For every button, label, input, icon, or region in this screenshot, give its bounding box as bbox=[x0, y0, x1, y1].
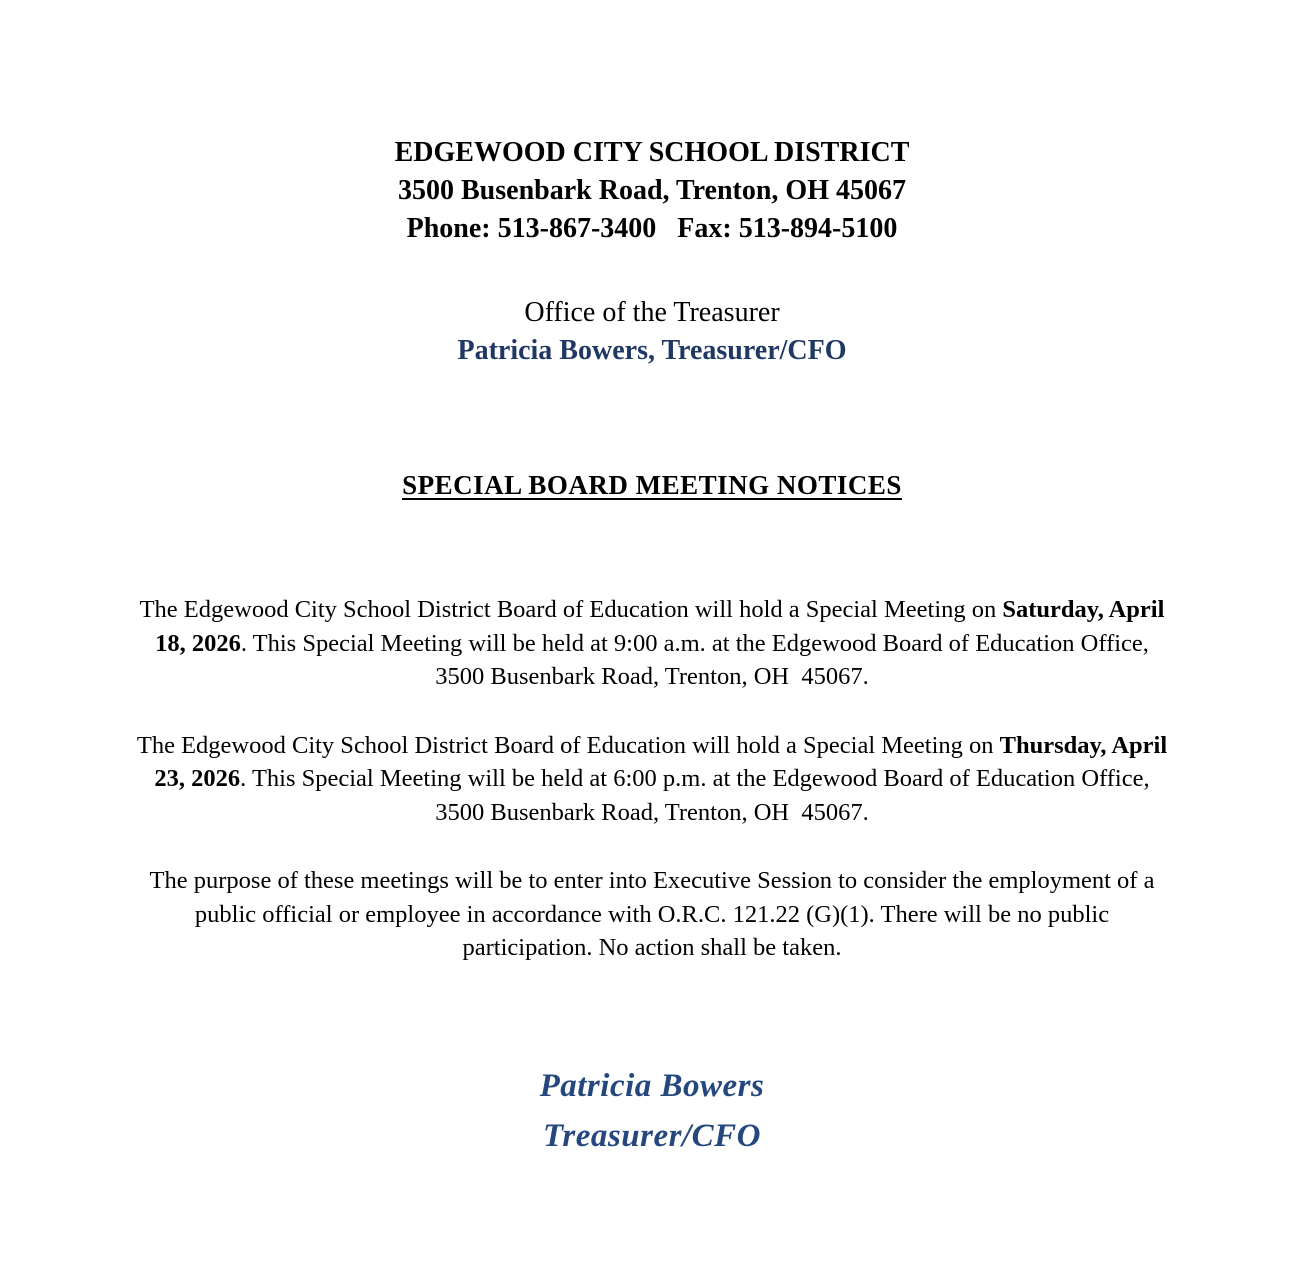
district-name: EDGEWOOD CITY SCHOOL DISTRICT bbox=[394, 137, 910, 168]
notice-1-text-post: . This Special Meeting will be held at 9:00 a.m. at the Edgewood Board of Education Office, 3500 Busenbark Road, Trenton, OH 45067. bbox=[240, 629, 1156, 690]
notice-1-text-pre: The Edgewood City School District Board of Education will hold a Special Meeting on bbox=[139, 596, 1003, 623]
signature-name: Patricia Bowers bbox=[539, 1067, 765, 1104]
notice-2-text-pre: The Edgewood City School District Board of Education will hold a Special Meeting on bbox=[136, 731, 1000, 759]
notice-paragraph-2 bbox=[132, 729, 1172, 830]
office-of-treasurer-line: Office of the Treasurer bbox=[524, 297, 780, 328]
signature-block bbox=[0, 1061, 1304, 1161]
district-address: 3500 Busenbark Road, Trenton, OH 45067 bbox=[398, 175, 906, 206]
purpose-paragraph: The purpose of these meetings will be to enter into Executive Session to consider the employment of a public official or employee in accordance with O.R.C. 121.22 (G)(1). There will be no public participation. No action shall be taken. bbox=[149, 867, 1161, 961]
phone-fax-line: Phone: 513-867-3400 Fax: 513-894-5100 bbox=[406, 213, 898, 244]
treasurer-name-line: Patricia Bowers, Treasurer/CFO bbox=[457, 335, 847, 366]
document-body bbox=[132, 593, 1172, 965]
signature-title: Treasurer/CFO bbox=[543, 1117, 761, 1154]
document-title: SPECIAL BOARD MEETING NOTICES bbox=[402, 470, 902, 500]
letterhead bbox=[0, 0, 1304, 248]
notice-paragraph-1 bbox=[132, 593, 1172, 694]
office-block bbox=[0, 294, 1304, 370]
notice-2-date: Thursday, April 23, 2026 bbox=[154, 731, 1174, 792]
notice-1-date: Saturday, April 18, 2026 bbox=[155, 596, 1171, 657]
notice-2-text-post: . This Special Meeting will be held at 6:00 p.m. at the Edgewood Board of Education Office, 3500 Busenbark Road, Trenton, OH 45067. bbox=[240, 765, 1156, 826]
